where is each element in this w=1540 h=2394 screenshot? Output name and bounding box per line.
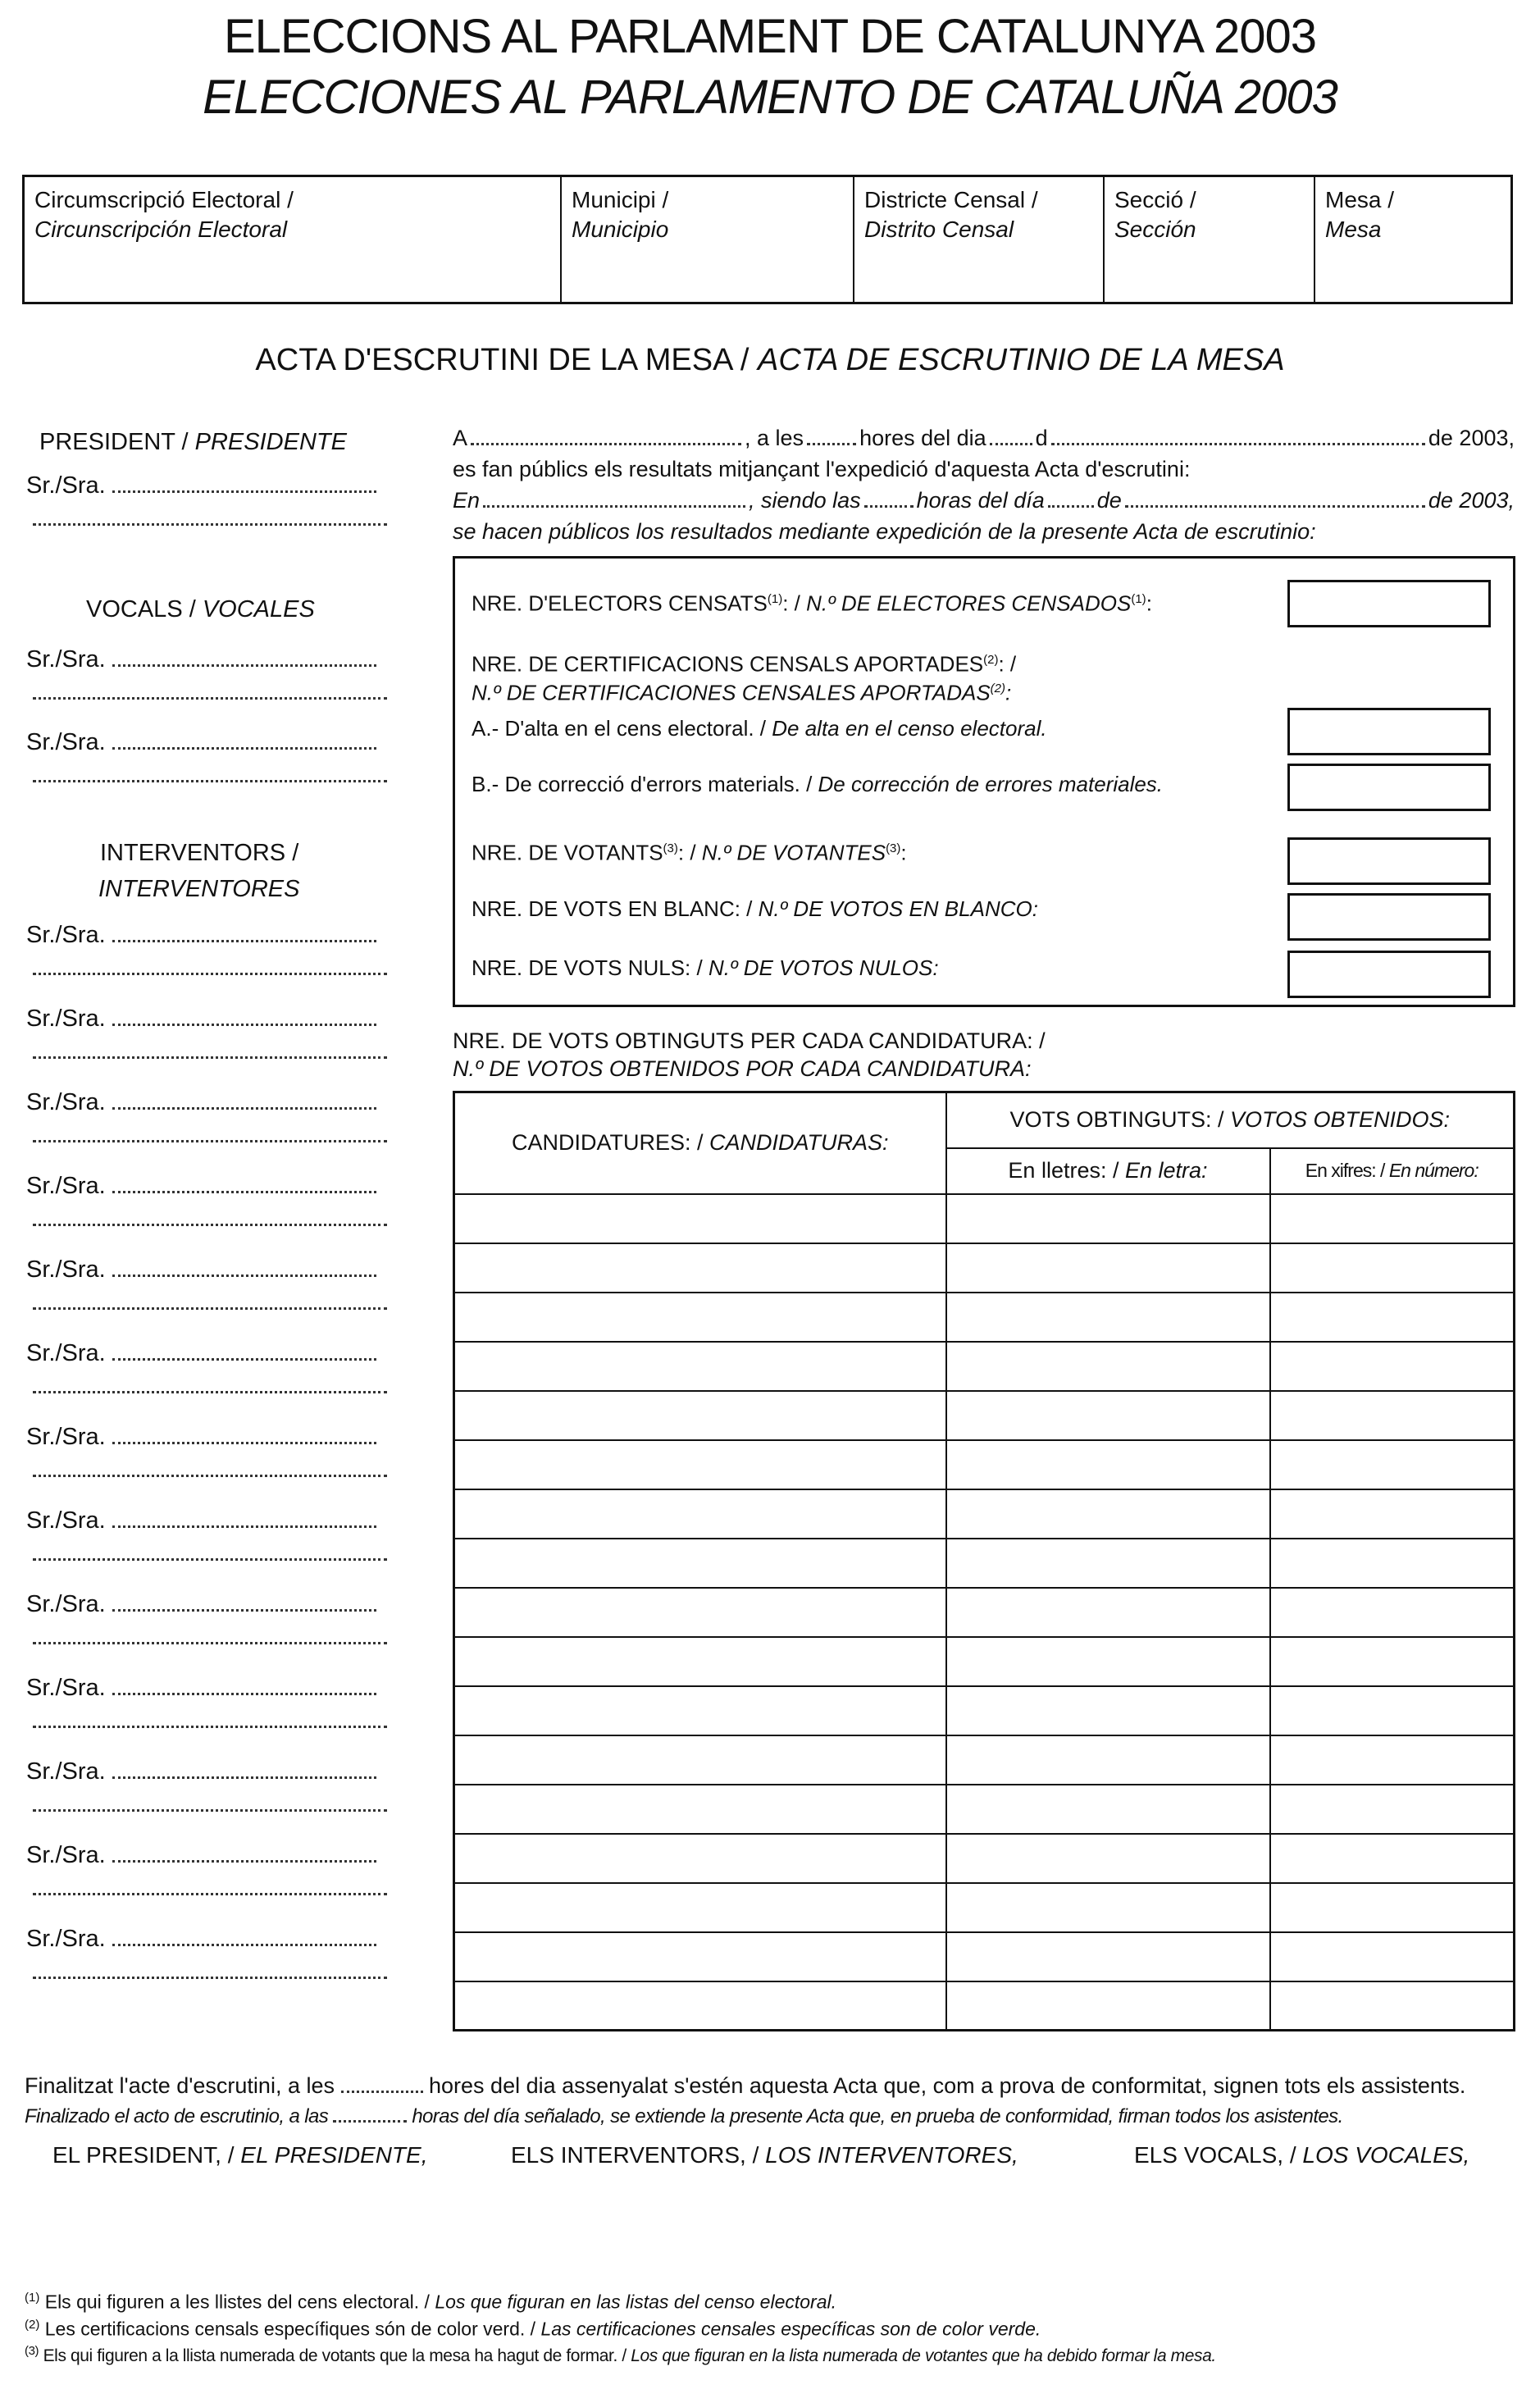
name-blank-line[interactable] xyxy=(33,1809,387,1812)
field-circumscripcio[interactable] xyxy=(25,177,562,302)
candidature-cell[interactable] xyxy=(454,1785,946,1834)
closing-text xyxy=(25,2070,1525,2132)
name-blank-line[interactable] xyxy=(33,697,387,700)
votes-number-cell[interactable] xyxy=(1270,1883,1515,1932)
votes-number-cell[interactable] xyxy=(1270,1194,1515,1243)
votes-letters-cell[interactable] xyxy=(946,1932,1270,1981)
candidature-cell[interactable] xyxy=(454,1686,946,1735)
field-seccio[interactable] xyxy=(1105,177,1315,302)
table-row xyxy=(454,1342,1515,1391)
table-row xyxy=(454,1834,1515,1883)
candidature-cell[interactable] xyxy=(454,1293,946,1342)
electors-label: NRE. D'ELECTORS CENSATS$^{(1)}$: / N.º DE ELECTORES CENSADOS$^{(1)}$: xyxy=(472,591,1152,616)
candidature-cell[interactable] xyxy=(454,1735,946,1785)
name-blank[interactable] xyxy=(112,1256,376,1277)
sr-label: Sr./Sra. xyxy=(26,1256,106,1283)
candidature-cell[interactable] xyxy=(454,1391,946,1440)
signature-line xyxy=(26,1338,376,1368)
signature-line xyxy=(26,1088,376,1117)
col-lletres-header: En lletres: / En letra: xyxy=(946,1148,1270,1194)
sr-label: Sr./Sra. xyxy=(26,1842,106,1868)
name-blank-line[interactable] xyxy=(33,1642,387,1644)
name-blank[interactable] xyxy=(112,1005,376,1026)
candidature-cell[interactable] xyxy=(454,1981,946,2031)
votes-number-cell[interactable] xyxy=(1270,1932,1515,1981)
votes-number-cell[interactable] xyxy=(1270,1342,1515,1391)
name-blank[interactable] xyxy=(112,1675,376,1695)
name-blank[interactable] xyxy=(112,1173,376,1193)
votes-letters-cell[interactable] xyxy=(946,1539,1270,1588)
signature-line xyxy=(26,1255,376,1284)
votes-letters-cell[interactable] xyxy=(946,1686,1270,1735)
candidature-cell[interactable] xyxy=(454,1883,946,1932)
signature-line xyxy=(26,1924,376,1954)
votes-number-cell[interactable] xyxy=(1270,1243,1515,1293)
hour-blank-es[interactable] xyxy=(864,489,914,508)
field-label-es: Distrito Censal xyxy=(864,217,1014,242)
footnotes xyxy=(25,2287,1525,2368)
votes-number-cell[interactable] xyxy=(1270,1735,1515,1785)
name-blank-line[interactable] xyxy=(33,1140,387,1142)
sr-label: Sr./Sra. xyxy=(26,1926,106,1952)
blanc-label: NRE. DE VOTS EN BLANC: / N.º DE VOTOS EN BLANCO: xyxy=(472,896,1038,921)
name-blank-line[interactable] xyxy=(33,1056,387,1059)
votes-letters-cell[interactable] xyxy=(946,1637,1270,1686)
col-vots-header: VOTS OBTINGUTS: / VOTOS OBTENIDOS: xyxy=(946,1092,1515,1148)
candidature-cell[interactable] xyxy=(454,1342,946,1391)
sr-label: Sr./Sra. xyxy=(26,922,106,948)
field-label-ca: Secció / xyxy=(1114,187,1196,212)
day-blank[interactable] xyxy=(990,426,1032,445)
table-row xyxy=(454,1194,1515,1243)
candidature-cell[interactable] xyxy=(454,1637,946,1686)
field-label-ca: Municipi / xyxy=(572,187,669,212)
footnote-3: $^{(3)}$ Els qui figuren a la llista numerada de votants que la mesa ha hagut de formar. / Los que figuran en la lista numerada de votantes que ha debido formar la mesa. xyxy=(25,2344,1216,2366)
name-blank[interactable] xyxy=(112,1758,376,1779)
field-mesa[interactable] xyxy=(1315,177,1510,302)
signer-president: EL PRESIDENT, / EL PRESIDENTE, xyxy=(52,2142,428,2168)
votants-label: NRE. DE VOTANTS$^{(3)}$: / N.º DE VOTANTES$^{(3)}$: xyxy=(472,840,907,865)
votes-number-cell[interactable] xyxy=(1270,1539,1515,1588)
day-blank-es[interactable] xyxy=(1048,489,1094,508)
table-row xyxy=(454,1489,1515,1539)
votes-letters-cell[interactable] xyxy=(946,1243,1270,1293)
title-spanish: ELECCIONES AL PARLAMENTO DE CATALUÑA 2003 xyxy=(203,71,1337,124)
candidature-cell[interactable] xyxy=(454,1440,946,1489)
votes-number-cell[interactable] xyxy=(1270,1489,1515,1539)
correccio-input[interactable] xyxy=(1287,764,1491,811)
name-blank-line[interactable] xyxy=(33,1224,387,1226)
intro-line-ca-2: es fan públics els resultats mitjançant l'expedició d'aquesta Acta d'escrutini: xyxy=(453,457,1191,481)
name-blank[interactable] xyxy=(112,1424,376,1444)
name-blank-line[interactable] xyxy=(33,1391,387,1393)
votants-input[interactable] xyxy=(1287,837,1491,885)
table-row xyxy=(454,1440,1515,1489)
signature-line xyxy=(26,1004,376,1033)
sr-label: Sr./Sra. xyxy=(26,1173,106,1199)
closing-ca: Finalitzat l'acte d'escrutini, a les hores del dia assenyalat s'estén aquesta Acta que, com a prova de conformitat, signen tots els assistents. xyxy=(25,2073,1466,2098)
votes-letters-cell[interactable] xyxy=(946,1342,1270,1391)
signature-line xyxy=(26,1757,376,1786)
votes-letters-cell[interactable] xyxy=(946,1489,1270,1539)
sr-label: Sr./Sra. xyxy=(26,1507,106,1534)
signature-line xyxy=(26,1422,376,1452)
place-blank-es[interactable] xyxy=(483,489,745,508)
signature-line xyxy=(26,1506,376,1535)
votes-number-cell[interactable] xyxy=(1270,1293,1515,1342)
location-header-box xyxy=(22,175,1513,304)
sr-label: Sr./Sra. xyxy=(26,1005,106,1032)
candidature-cell[interactable] xyxy=(454,1539,946,1588)
blanc-input[interactable] xyxy=(1287,893,1491,941)
vocals-heading: VOCALS / VOCALES xyxy=(86,596,315,622)
sr-label: Sr./Sra. xyxy=(26,472,106,499)
name-blank[interactable] xyxy=(112,1089,376,1110)
alta-label: A.- D'alta en el cens electoral. / De alta en el censo electoral. xyxy=(472,716,1047,741)
sr-label: Sr./Sra. xyxy=(26,1591,106,1617)
president-heading: PRESIDENT / PRESIDENTE xyxy=(39,429,347,455)
signature-line xyxy=(26,920,376,950)
table-row xyxy=(454,1243,1515,1293)
sr-label: Sr./Sra. xyxy=(26,1758,106,1785)
electors-input[interactable] xyxy=(1287,580,1491,627)
intro-line-es-2: se hacen públicos los resultados mediante expedición de la presente Acta de escrutinio: xyxy=(453,519,1316,544)
certificacions-label-es: N.º DE CERTIFICACIONES CENSALES APORTADAS$^{(2)}$: xyxy=(472,680,1012,705)
intro-line-es: En , siendo las horas del día de de 2003, xyxy=(453,488,1515,513)
table-row xyxy=(454,1735,1515,1785)
name-blank-line[interactable] xyxy=(33,1726,387,1728)
signer-interventors: ELS INTERVENTORS, / LOS INTERVENTORES, xyxy=(511,2142,1018,2168)
field-label-es: Municipio xyxy=(572,217,669,242)
sr-label: Sr./Sra. xyxy=(26,1675,106,1701)
name-blank[interactable] xyxy=(112,1591,376,1612)
name-blank-line[interactable] xyxy=(33,1475,387,1477)
table-row xyxy=(454,1686,1515,1735)
name-blank-line[interactable] xyxy=(33,780,387,782)
votes-letters-cell[interactable] xyxy=(946,1785,1270,1834)
candidature-cell[interactable] xyxy=(454,1243,946,1293)
name-blank[interactable] xyxy=(112,1340,376,1361)
votes-letters-cell[interactable] xyxy=(946,1883,1270,1932)
candidature-cell[interactable] xyxy=(454,1834,946,1883)
votes-letters-cell[interactable] xyxy=(946,1391,1270,1440)
signature-line xyxy=(26,1673,376,1703)
name-blank[interactable] xyxy=(112,646,376,667)
nuls-label: NRE. DE VOTS NULS: / N.º DE VOTOS NULOS: xyxy=(472,955,939,980)
acta-title-es: ACTA DE ESCRUTINIO DE LA MESA xyxy=(758,343,1285,377)
closing-es: Finalizado el acto de escrutinio, a las horas del día señalado, se extiende la presente Acta que, en prueba de conformidad, firman todos los asistentes. xyxy=(25,2101,1525,2132)
votes-letters-cell[interactable] xyxy=(946,1194,1270,1243)
alta-input[interactable] xyxy=(1287,708,1491,755)
signer-vocals: ELS VOCALS, / LOS VOCALES, xyxy=(1134,2142,1470,2168)
votes-letters-cell[interactable] xyxy=(946,1440,1270,1489)
votes-letters-cell[interactable] xyxy=(946,1834,1270,1883)
month-blank-es[interactable] xyxy=(1125,489,1425,508)
signature-line xyxy=(26,1589,376,1619)
table-row xyxy=(454,1637,1515,1686)
col-candidatures-header: CANDIDATURES: / CANDIDATURAS: xyxy=(454,1092,946,1194)
votes-number-cell[interactable] xyxy=(1270,1785,1515,1834)
votes-number-cell[interactable] xyxy=(1270,1588,1515,1637)
title-catalan: ELECCIONS AL PARLAMENT DE CATALUNYA 2003 xyxy=(223,10,1317,63)
field-label-ca: Circumscripció Electoral / xyxy=(34,187,294,212)
votes-number-cell[interactable] xyxy=(1270,1637,1515,1686)
signature-line xyxy=(26,1840,376,1870)
interventors-heading: INTERVENTORS / xyxy=(100,840,299,866)
votes-number-cell[interactable] xyxy=(1270,1391,1515,1440)
name-blank[interactable] xyxy=(112,1507,376,1528)
closing-hour-blank[interactable] xyxy=(341,2073,423,2093)
footnote-1: $^{(1)}$ Els qui figuren a les llistes del cens electoral. / Los que figuran en las listas del censo electoral. xyxy=(25,2291,836,2313)
name-blank-line[interactable] xyxy=(33,523,387,526)
name-blank-line[interactable] xyxy=(33,1307,387,1310)
intro-line-ca: A , a les hores del dia d de 2003, xyxy=(453,426,1515,450)
signature-line xyxy=(26,1171,376,1201)
table-row xyxy=(454,1932,1515,1981)
footnote-2: $^{(2)}$ Les certificacions censals específiques són de color verd. / Las certificaciones censales específicas son de color verde. xyxy=(25,2317,1041,2340)
candidature-cell[interactable] xyxy=(454,1932,946,1981)
candidature-cell[interactable] xyxy=(454,1194,946,1243)
name-blank[interactable] xyxy=(112,922,376,942)
name-blank[interactable] xyxy=(112,1926,376,1946)
hour-blank[interactable] xyxy=(807,426,856,445)
name-blank-line[interactable] xyxy=(33,1558,387,1561)
sr-label: Sr./Sra. xyxy=(26,729,106,755)
table-row xyxy=(454,1785,1515,1834)
table-row xyxy=(454,1981,1515,2031)
field-label-es: Mesa xyxy=(1325,217,1382,242)
candidature-cell[interactable] xyxy=(454,1489,946,1539)
votes-number-cell[interactable] xyxy=(1270,1834,1515,1883)
nuls-input[interactable] xyxy=(1287,951,1491,998)
name-blank[interactable] xyxy=(112,472,376,493)
votes-letters-cell[interactable] xyxy=(946,1981,1270,2031)
sr-label: Sr./Sra. xyxy=(26,646,106,673)
place-blank[interactable] xyxy=(471,426,741,445)
signature-line xyxy=(26,471,376,500)
acta-title-ca: ACTA D'ESCRUTINI DE LA MESA / xyxy=(255,343,749,377)
closing-hour-blank-es[interactable] xyxy=(333,2102,407,2123)
sr-label: Sr./Sra. xyxy=(26,1424,106,1450)
name-blank[interactable] xyxy=(112,1842,376,1863)
table-row xyxy=(454,1293,1515,1342)
signature-line xyxy=(26,645,376,674)
table-row xyxy=(454,1539,1515,1588)
interventors-heading-es: INTERVENTORES xyxy=(98,876,300,902)
field-label-es: Circunscripción Electoral xyxy=(34,217,288,242)
sr-label: Sr./Sra. xyxy=(26,1340,106,1366)
table-row xyxy=(454,1588,1515,1637)
votes-number-cell[interactable] xyxy=(1270,1440,1515,1489)
table-row xyxy=(454,1883,1515,1932)
correccio-label: B.- De correcció d'errors materials. / De corrección de errores materiales. xyxy=(472,772,1164,796)
counts-box xyxy=(453,556,1515,1007)
field-municipi[interactable] xyxy=(562,177,854,302)
acta-title xyxy=(0,343,1540,378)
intro-paragraph xyxy=(453,422,1515,547)
field-label-es: Sección xyxy=(1114,217,1196,242)
name-blank-line[interactable] xyxy=(33,973,387,975)
month-blank[interactable] xyxy=(1051,426,1425,445)
candidatures-heading: NRE. DE VOTS OBTINGUTS PER CADA CANDIDATURA: / N.º DE VOTOS OBTENIDOS POR CADA CANDIDATURA: xyxy=(453,1028,1046,1081)
name-blank-line[interactable] xyxy=(33,1893,387,1895)
col-xifres-header: En xifres: / En número: xyxy=(1270,1148,1515,1194)
name-blank[interactable] xyxy=(112,729,376,750)
votes-letters-cell[interactable] xyxy=(946,1588,1270,1637)
field-districte[interactable] xyxy=(854,177,1105,302)
candidature-cell[interactable] xyxy=(454,1588,946,1637)
votes-letters-cell[interactable] xyxy=(946,1735,1270,1785)
certificacions-label: NRE. DE CERTIFICACIONS CENSALS APORTADES$^{(2)}$: / xyxy=(472,651,1017,677)
field-label-ca: Districte Censal / xyxy=(864,187,1038,212)
votes-letters-cell[interactable] xyxy=(946,1293,1270,1342)
votes-number-cell[interactable] xyxy=(1270,1686,1515,1735)
sr-label: Sr./Sra. xyxy=(26,1089,106,1115)
votes-table xyxy=(453,1091,1515,2031)
field-label-ca: Mesa / xyxy=(1325,187,1395,212)
votes-number-cell[interactable] xyxy=(1270,1981,1515,2031)
name-blank-line[interactable] xyxy=(33,1977,387,1979)
signature-line xyxy=(26,727,376,757)
table-row xyxy=(454,1391,1515,1440)
